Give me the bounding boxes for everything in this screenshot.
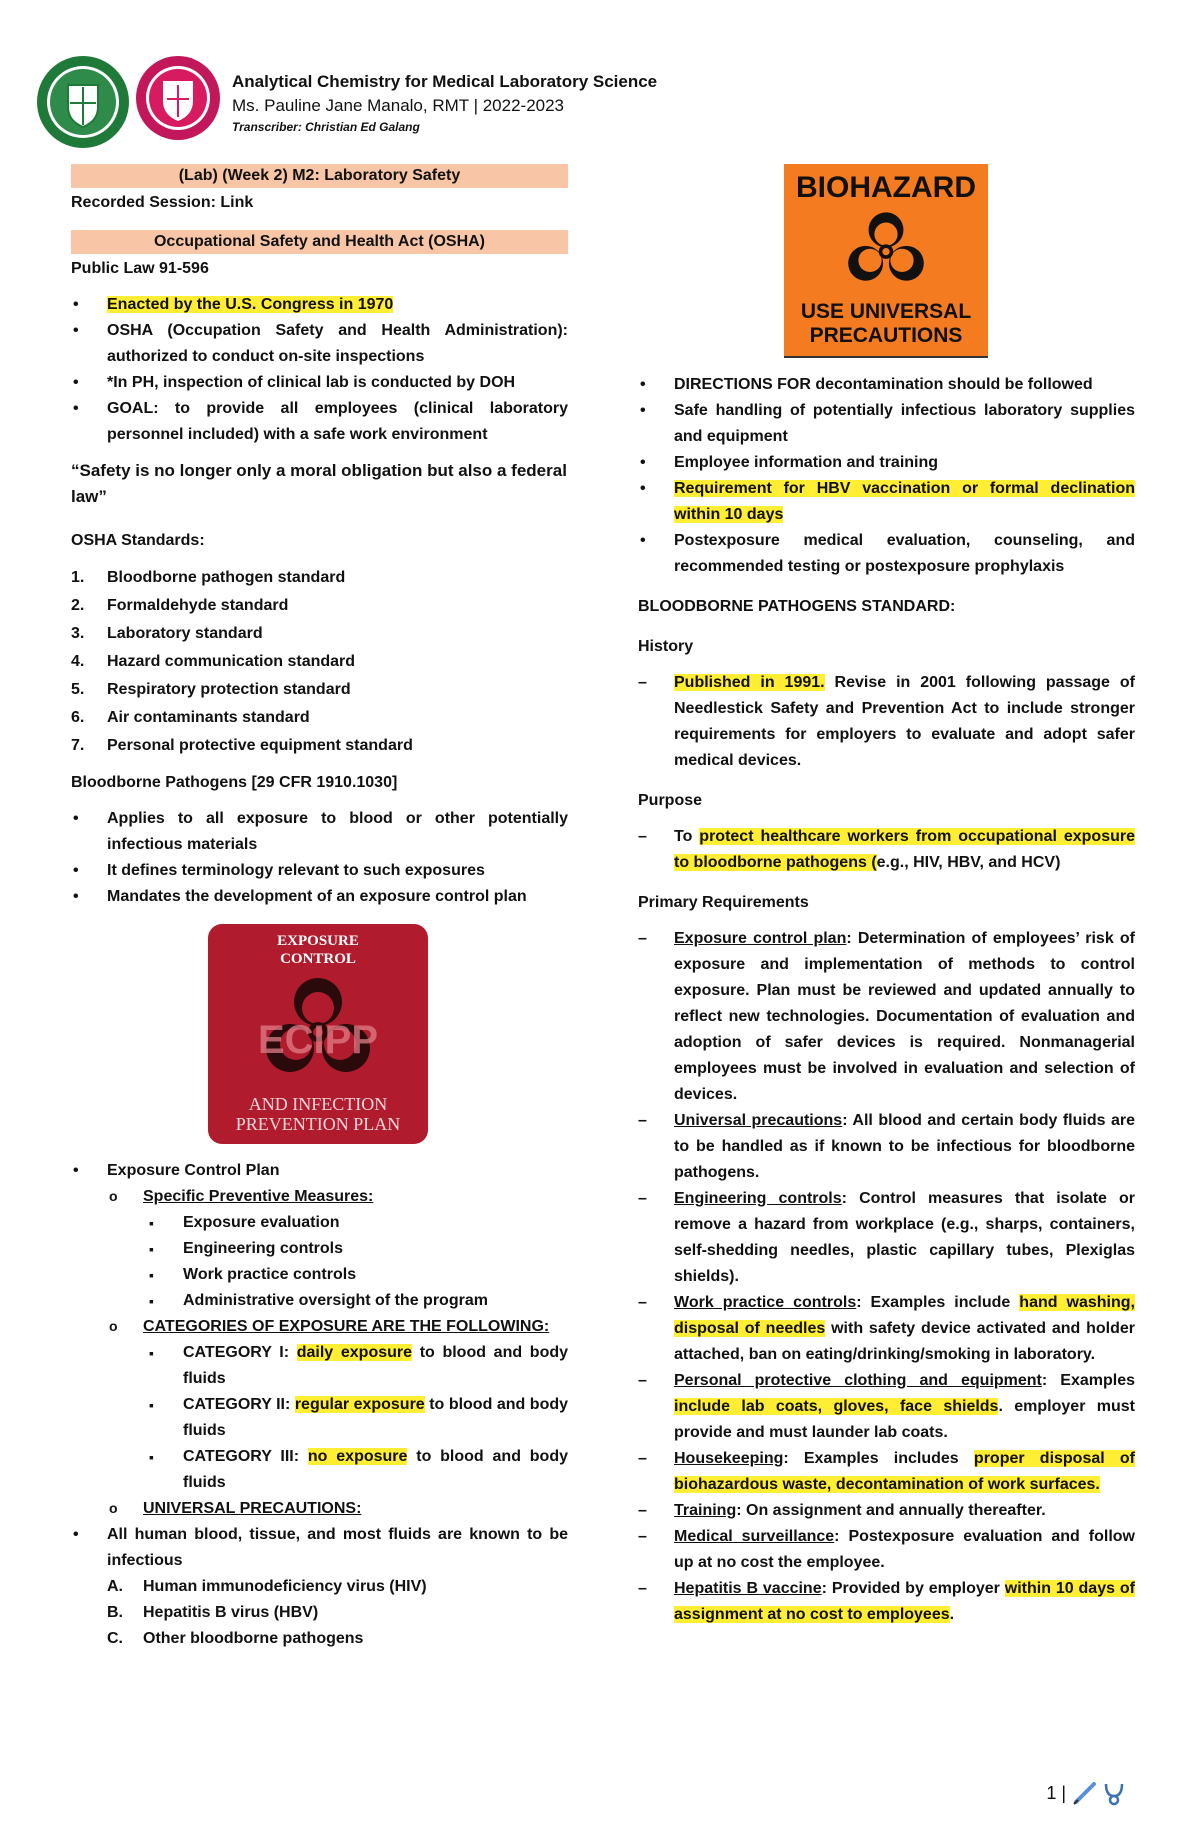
lesson-title-bar: (Lab) (Week 2) M2: Laboratory Safety [71,164,568,188]
osha-standards-heading: OSHA Standards: [71,532,205,549]
list-item: • Employee information and training [638,450,1135,476]
list-item: • Enacted by the U.S. Congress in 1970 [71,292,568,318]
school-seal-green-icon [36,55,130,149]
list-item: 5. Respiratory protection standard [71,681,351,698]
osha-heading-bar: Occupational Safety and Health Act (OSHA) [71,230,568,254]
list-item: o CATEGORIES OF EXPOSURE ARE THE FOLLOWING: ▪ CATEGORY I: daily exposure to blood and body fluids ▪ CATEGORY II: regular exposure to blood and body fluids ▪ CATEGORY III: no exposure to blood and body fluids [107,1314,568,1496]
list-item: – Universal precautions: All blood and certain body fluids are to be handled as if known to be infectious for bloodborne pathogens. [638,1108,1135,1186]
page-number: 1 | [1046,1782,1066,1803]
ecipp-image: EXPOSURE CONTROL ECIPP AND INFECTION PREVENTION PLAN [208,924,428,1144]
list-item: • Postexposure medical evaluation, counseling, and recommended testing or postexposure prophylaxis [638,528,1135,580]
list-item: • Exposure Control Plan o Specific Preventive Measures: ▪ Exposure evaluation ▪ Engineering controls ▪ Work practice controls ▪ Administrative oversight of the program o CATEGORIES OF EXPOSURE ARE THE FOLLOWING: ▪ CATEGORY I: daily exposure to blood and body fluids ▪ CATEGORY II: regular exposure to blood and body fluids ▪ CATEGORY III: no exposure to blood and body fluids o UNIVERSAL PRECAUTIONS: [71,1158,568,1522]
list-item: o UNIVERSAL PRECAUTIONS: [107,1496,568,1522]
list-item: ▪ Exposure evaluation [147,1210,568,1236]
bloodborne-list [71,806,568,910]
osha-standards-list [71,564,568,760]
safety-quote: “Safety is no longer only a moral obligation but also a federal law” [71,461,567,506]
list-item: – To protect healthcare workers from occupational exposure to bloodborne pathogens (e.g., HIV, HBV, and HCV) [638,824,1135,876]
list-item: – Training: On assignment and annually thereafter. [638,1498,1135,1524]
list-item: 2. Formaldehyde standard [71,597,289,614]
page-footer [1046,1780,1128,1806]
list-item: ▪ Engineering controls [147,1236,568,1262]
list-item: – Medical surveillance: Postexposure evaluation and follow up at no cost the employee. [638,1524,1135,1576]
osha-requirements-list [638,372,1135,580]
list-item: – Personal protective clothing and equipment: Examples include lab coats, gloves, face shields. employer must provide and must launder lab coats. [638,1368,1135,1446]
list-item: 1. Bloodborne pathogen standard [71,569,346,586]
list-item: – Housekeeping: Examples includes proper disposal of biohazardous waste, decontamination of work surfaces. [638,1446,1135,1498]
list-item: – Exposure control plan: Determination of employees’ risk of exposure and implementation of methods to control exposure. Plan must be reviewed and updated annually to reflect new technologies. Documentation of evaluation and adoption of safer devices is required. Nonmanagerial employees must be involved in evaluation and selection of devices. [638,926,1135,1108]
course-title: Analytical Chemistry for Medical Laboratory Science [232,72,658,91]
list-item: – Work practice controls: Examples include hand washing, disposal of needles with safety device activated and holder attached, ban on eating/drinking/smoking in laboratory. [638,1290,1135,1368]
biohazard-sign-image: BIOHAZARD USE UNIVERSAL PRECAUTIONS [784,164,988,358]
recorded-session: Recorded Session: Link [71,194,254,211]
list-item: • GOAL: to provide all employees (clinical laboratory personnel included) with a safe work environment [71,396,568,448]
bps-heading: BLOODBORNE PATHOGENS STANDARD: [638,598,956,615]
list-item: • Mandates the development of an exposure control plan [71,884,568,910]
list-item: ▪ CATEGORY II: regular exposure to blood and body fluids [147,1392,568,1444]
list-item: • All human blood, tissue, and most fluids are known to be infectious A. Human immunodeficiency virus (HIV) B. Hepatitis B virus (HBV) C. Other bloodborne pathogens [71,1522,568,1652]
exposure-control-list [71,1158,568,1652]
list-item: ▪ CATEGORY I: daily exposure to blood and body fluids [147,1340,568,1392]
school-seal-pink-icon [135,55,221,141]
osha-list [71,292,568,448]
left-column [71,164,568,1652]
list-item: • Applies to all exposure to blood or other potentially infectious materials [71,806,568,858]
history-heading: History [638,638,694,655]
primary-requirements-list [638,926,1135,1628]
list-item: • *In PH, inspection of clinical lab is conducted by DOH [71,370,568,396]
biohazard-icon [841,208,931,288]
list-item: • It defines terminology relevant to such exposures [71,858,568,884]
list-item: C. Other bloodborne pathogens [107,1630,364,1647]
instructor-line: Ms. Pauline Jane Manalo, RMT | 2022-2023 [232,96,565,115]
list-item: • OSHA (Occupation Safety and Health Administration): authorized to conduct on-site inspections [71,318,568,370]
list-item: – Published in 1991. Revise in 2001 following passage of Needlestick Safety and Prevention Act to include stronger requirements for employers to evaluate and adopt safer medical devices. [638,670,1135,774]
list-item: – Hepatitis B vaccine: Provided by employer within 10 days of assignment at no cost to employees. [638,1576,1135,1628]
list-item: 6. Air contaminants standard [71,709,310,726]
bloodborne-pathogens-heading: Bloodborne Pathogens [29 CFR 1910.1030] [71,774,398,791]
syringe-stethoscope-icon [1072,1780,1128,1806]
list-item: 7. Personal protective equipment standard [71,737,413,754]
list-item: ▪ CATEGORY III: no exposure to blood and body fluids [147,1444,568,1496]
list-item: ▪ Work practice controls [147,1262,568,1288]
list-item: 4. Hazard communication standard [71,653,356,670]
primary-requirements-heading: Primary Requirements [638,894,809,911]
list-item: B. Hepatitis B virus (HBV) [107,1604,319,1621]
transcriber-line: Transcriber: Christian Ed Galang [232,120,420,134]
right-column [638,164,1135,1628]
list-item: • DIRECTIONS FOR decontamination should be followed [638,372,1135,398]
list-item: 3. Laboratory standard [71,625,263,642]
list-item: • Requirement for HBV vaccination or formal declination within 10 days [638,476,1135,528]
list-item: o Specific Preventive Measures: ▪ Exposure evaluation ▪ Engineering controls ▪ Work practice controls ▪ Administrative oversight of the program [107,1184,568,1314]
list-item: A. Human immunodeficiency virus (HIV) [107,1578,427,1595]
list-item: • Safe handling of potentially infectious laboratory supplies and equipment [638,398,1135,450]
list-item: – Engineering controls: Control measures that isolate or remove a hazard from workplace (e.g., sharps, containers, self-shedding needles, plastic capillary tubes, Plexiglas shields). [638,1186,1135,1290]
purpose-heading: Purpose [638,792,703,809]
list-item: ▪ Administrative oversight of the program [147,1288,568,1314]
public-law: Public Law 91-596 [71,260,209,277]
